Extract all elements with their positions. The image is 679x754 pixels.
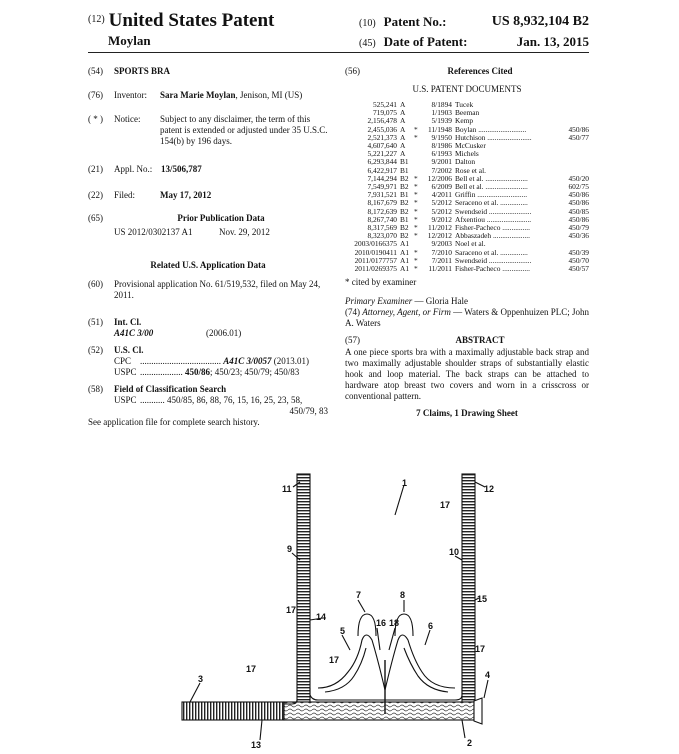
- reference-name: Saraceno et al. ...............: [455, 248, 528, 257]
- reference-date: 7/2002: [431, 165, 452, 175]
- reference-star: *: [414, 255, 418, 265]
- reference-number: 8,267,740: [367, 214, 397, 224]
- reference-class: 450/39: [568, 247, 589, 257]
- reference-kind: B2: [400, 231, 409, 241]
- refs-code: (56): [345, 66, 360, 76]
- reference-number: 2,455,036: [367, 124, 397, 134]
- reference-number: 2010/0190411: [354, 247, 397, 257]
- reference-kind: A1: [400, 264, 410, 274]
- reference-number: 7,931,521: [367, 190, 397, 200]
- cpc-dots: ....................................: [140, 356, 221, 366]
- reference-date: 5/1939: [431, 116, 452, 126]
- reference-name: Swendseid .......................: [455, 207, 532, 216]
- reference-date: 4/2011: [431, 190, 452, 200]
- reference-kind: B2: [400, 182, 409, 192]
- reference-date: 1/1903: [431, 108, 452, 118]
- filed-date: May 17, 2012: [160, 190, 212, 200]
- patent-date: Jan. 13, 2015: [516, 34, 589, 49]
- reference-number: 525,241: [372, 100, 397, 109]
- reference-class: 450/70: [568, 255, 589, 265]
- date-code: (45): [359, 38, 376, 49]
- reference-name: Bell et al. .......................: [455, 183, 528, 192]
- label-18: 18: [389, 618, 400, 628]
- reference-date: 6/2009: [431, 182, 452, 192]
- reference-number: 719,075: [372, 108, 397, 118]
- uspc-main: 450/86: [185, 367, 211, 377]
- notice-code: ( * ): [88, 114, 103, 124]
- uscl-code: (52): [88, 345, 103, 355]
- uspc-dots: ...................: [140, 367, 183, 377]
- left-shoulder-strap: [297, 474, 310, 702]
- reference-number: 8,172,639: [367, 206, 397, 216]
- cited-by: * cited by examiner: [345, 277, 417, 288]
- reference-star: *: [414, 247, 418, 257]
- right-shoulder-strap: [462, 474, 475, 702]
- reference-number: 4,607,640: [367, 141, 397, 151]
- reference-star: *: [414, 264, 418, 274]
- reference-name: Abbaszadeh ....................: [455, 232, 530, 241]
- uspc-label: USPC: [114, 367, 137, 377]
- reference-kind: B2: [400, 223, 409, 233]
- reference-date: 11/1948: [428, 124, 452, 134]
- intcl-class: A41C 3/00: [114, 328, 154, 338]
- patent-no-label: Patent No.:: [383, 14, 447, 29]
- reference-number: 5,221,227: [367, 149, 397, 159]
- back-strap-hook: [182, 702, 284, 720]
- examiner-label: Primary Examiner: [345, 296, 413, 307]
- uspc-rest: ; 450/23; 450/79; 450/83: [210, 367, 300, 377]
- reference-date: 11/2011: [428, 264, 452, 274]
- reference-kind: B1: [400, 214, 409, 224]
- label-12: 12: [484, 484, 495, 494]
- reference-name: Griffin ...........................: [455, 191, 528, 200]
- reference-kind: B1: [400, 157, 409, 167]
- abstract-code: (57): [345, 335, 360, 346]
- reference-number: 2,156,478: [367, 116, 397, 126]
- reference-star: *: [414, 198, 418, 208]
- reference-kind: A: [400, 132, 406, 142]
- field-label: Field of Classification Search: [114, 384, 227, 394]
- attorney-code: (74): [345, 307, 360, 318]
- us-docs-heading: U.S. PATENT DOCUMENTS: [412, 84, 522, 94]
- patent-title-heading: United States Patent: [108, 10, 275, 31]
- reference-star: *: [414, 206, 418, 216]
- reference-name: Seraceno et al. ...............: [455, 199, 528, 208]
- label-2: 2: [467, 738, 473, 748]
- reference-date: 7/2010: [431, 247, 452, 257]
- left-ring: [358, 614, 376, 636]
- reference-number: 2,521,373: [367, 132, 397, 142]
- reference-number: 2011/0269375: [354, 264, 397, 274]
- reference-kind: B2: [400, 206, 409, 216]
- label-11: 11: [282, 484, 292, 494]
- back-strap-loop: [284, 702, 474, 720]
- intcl-year: (2006.01): [206, 328, 242, 338]
- reference-class: 450/36: [568, 231, 589, 241]
- notice-label: Notice:: [114, 114, 141, 124]
- title-code: (54): [88, 66, 103, 76]
- reference-class: 450/79: [568, 223, 589, 233]
- label-8: 8: [400, 590, 406, 600]
- reference-date: 9/2012: [431, 214, 452, 224]
- inventor-label: Inventor:: [114, 90, 147, 100]
- reference-class: 450/86: [568, 190, 589, 200]
- reference-class: 450/85: [568, 206, 589, 216]
- filed-code: (22): [88, 190, 103, 200]
- prior-date: Nov. 29, 2012: [219, 227, 270, 237]
- cpc-value: A41C 3/0057: [223, 356, 272, 366]
- label-17c: 17: [329, 655, 340, 665]
- label-4: 4: [485, 670, 491, 680]
- label-1: 1: [402, 478, 408, 488]
- reference-kind: A: [400, 100, 406, 109]
- field-code: (58): [88, 384, 103, 394]
- reference-date: 7/2011: [431, 255, 452, 265]
- patent-no-code: (10): [359, 18, 376, 29]
- prov-text: Provisional application No. 61/519,532, filed on May 24, 2011.: [114, 279, 321, 300]
- reference-date: 8/1986: [431, 141, 452, 151]
- label-10: 10: [449, 547, 460, 557]
- reference-date: 9/1950: [431, 132, 452, 142]
- refs-heading: References Cited: [447, 66, 513, 76]
- field-values: 450/85, 86, 88, 76, 15, 16, 25, 23, 58,: [167, 395, 303, 405]
- reference-name: Fisher-Pacheco ...............: [455, 224, 530, 233]
- uscl-label: U.S. Cl.: [114, 345, 144, 355]
- prior-pub: US 2012/0302137 A1: [114, 227, 193, 237]
- reference-kind: A: [400, 141, 406, 151]
- inventor-name: Sara Marie Moylan: [160, 90, 236, 100]
- reference-date: 9/2003: [431, 239, 452, 249]
- intcl-code: (51): [88, 317, 103, 327]
- filed-label: Filed:: [114, 190, 136, 200]
- field-uspc-label: USPC: [114, 395, 137, 405]
- patent-number: US 8,932,104 B2: [491, 14, 589, 29]
- reference-star: *: [414, 223, 418, 233]
- reference-kind: A1: [400, 239, 410, 249]
- reference-star: *: [414, 182, 418, 192]
- label-17e: 17: [475, 644, 486, 654]
- reference-date: 11/2012: [428, 223, 452, 233]
- reference-name: Bell et al. .......................: [455, 174, 528, 183]
- reference-number: 8,323,070: [367, 231, 397, 241]
- doc-code: (12): [88, 14, 105, 25]
- reference-kind: A: [400, 116, 406, 126]
- reference-name: Afxentiou ........................: [455, 215, 532, 224]
- abstract-heading: ABSTRACT: [455, 335, 505, 346]
- claims-line: 7 Claims, 1 Drawing Sheet: [416, 408, 518, 419]
- reference-name: Hutchison ........................: [455, 133, 532, 142]
- label-7: 7: [356, 590, 362, 600]
- reference-date: 5/2012: [431, 206, 452, 216]
- label-15: 15: [477, 594, 488, 604]
- cpc-year: (2013.01): [271, 356, 310, 366]
- reference-number: 8,167,679: [367, 198, 397, 208]
- label-14: 14: [316, 612, 327, 622]
- reference-class: 602/75: [568, 182, 589, 192]
- reference-number: 2011/0177757: [354, 255, 397, 265]
- prior-heading: Prior Publication Data: [177, 213, 265, 223]
- cpc-label: CPC: [114, 356, 132, 366]
- inventor-code: (76): [88, 90, 103, 100]
- field-values-2: 450/79, 83: [289, 406, 328, 416]
- reference-star: *: [414, 231, 418, 241]
- appl-label: Appl. No.:: [114, 164, 153, 174]
- inventor-short: Moylan: [108, 33, 151, 48]
- date-label: Date of Patent:: [383, 34, 468, 49]
- reference-date: 6/1993: [431, 149, 452, 159]
- reference-kind: A1: [400, 255, 410, 265]
- reference-name: Noel et al.: [455, 240, 486, 249]
- reference-kind: B1: [400, 165, 409, 175]
- reference-number: 6,293,844: [367, 157, 397, 167]
- attorney: — Waters & Oppenhuizen PLC; John A. Waters: [345, 307, 590, 329]
- reference-date: 12/2006: [427, 173, 452, 183]
- inventor-location: , Jenison, MI (US): [235, 90, 303, 100]
- reference-date: 9/2001: [431, 157, 452, 167]
- label-17b: 17: [440, 500, 451, 510]
- reference-date: 5/2012: [431, 198, 452, 208]
- reference-date: 8/1894: [431, 100, 452, 109]
- reference-class: 450/86: [568, 198, 589, 208]
- attorney-label: Attorney, Agent, or Firm: [362, 307, 451, 318]
- abstract-text: A one piece sports bra with a maximally adjustable back strap and two maximally adjustable shoulder straps of substantially elastic hook and loop material. The back straps can be attached to hardware atop breast two covers and worn in a crisscross or conventional pattern.: [345, 347, 589, 402]
- reference-name: McCusker: [455, 142, 486, 151]
- field-dots: ...........: [140, 395, 165, 405]
- reference-class: 450/77: [568, 132, 589, 142]
- reference-name: Kemp: [455, 117, 474, 126]
- related-heading: Related U.S. Application Data: [150, 260, 266, 270]
- reference-star: *: [414, 173, 418, 183]
- examiner: — Gloria Hale: [412, 296, 468, 307]
- reference-number: 6,422,917: [367, 165, 397, 175]
- reference-number: 2003/0166375: [354, 239, 397, 249]
- prov-code: (60): [88, 279, 103, 289]
- label-9: 9: [287, 544, 293, 554]
- reference-kind: B1: [400, 190, 409, 200]
- label-17d: 17: [246, 664, 257, 674]
- reference-kind: A: [400, 124, 406, 134]
- reference-star: *: [414, 214, 418, 224]
- reference-name: Dalton: [455, 158, 476, 167]
- label-6: 6: [428, 621, 434, 631]
- right-breast-cover: [385, 635, 455, 690]
- prior-code: (65): [88, 213, 103, 223]
- reference-number: 8,317,569: [367, 223, 397, 233]
- label-16: 16: [376, 618, 387, 628]
- appl-code: (21): [88, 164, 103, 174]
- reference-kind: B2: [400, 173, 409, 183]
- label-13: 13: [251, 740, 262, 750]
- invention-title: SPORTS BRA: [114, 66, 170, 76]
- notice-text: Subject to any disclaimer, the term of this patent is extended or adjusted under 35 U.S.C. 154(b) by 196 days.: [160, 114, 328, 146]
- reference-kind: A1: [400, 247, 410, 257]
- reference-number: 7,144,294: [367, 173, 397, 183]
- reference-class: 450/20: [568, 173, 589, 183]
- reference-kind: A: [400, 149, 406, 159]
- see-file: See application file for complete search history.: [88, 417, 260, 427]
- band-buckle: [474, 698, 482, 724]
- reference-name: Michels: [455, 150, 479, 159]
- label-3: 3: [198, 674, 204, 684]
- reference-name: Beeman: [455, 109, 480, 118]
- reference-kind: A: [400, 108, 406, 118]
- reference-star: *: [414, 190, 418, 200]
- reference-kind: B2: [400, 198, 409, 208]
- reference-name: Fisher-Pacheco ...............: [455, 265, 530, 274]
- reference-name: Tucek: [455, 101, 474, 109]
- reference-number: 7,549,971: [367, 182, 397, 192]
- reference-class: 450/86: [568, 124, 589, 134]
- reference-star: *: [414, 132, 418, 142]
- reference-name: Boylan ..........................: [455, 125, 527, 134]
- reference-class: 450/57: [568, 264, 589, 274]
- reference-date: 12/2012: [427, 231, 452, 241]
- reference-star: *: [414, 124, 418, 134]
- reference-name: Rose et al.: [455, 166, 486, 175]
- reference-class: 450/86: [568, 214, 589, 224]
- label-17a: 17: [286, 605, 297, 615]
- intcl-label: Int. Cl.: [114, 317, 142, 327]
- label-5: 5: [340, 626, 346, 636]
- reference-name: Swendseid .......................: [455, 256, 532, 265]
- appl-number: 13/506,787: [161, 164, 202, 174]
